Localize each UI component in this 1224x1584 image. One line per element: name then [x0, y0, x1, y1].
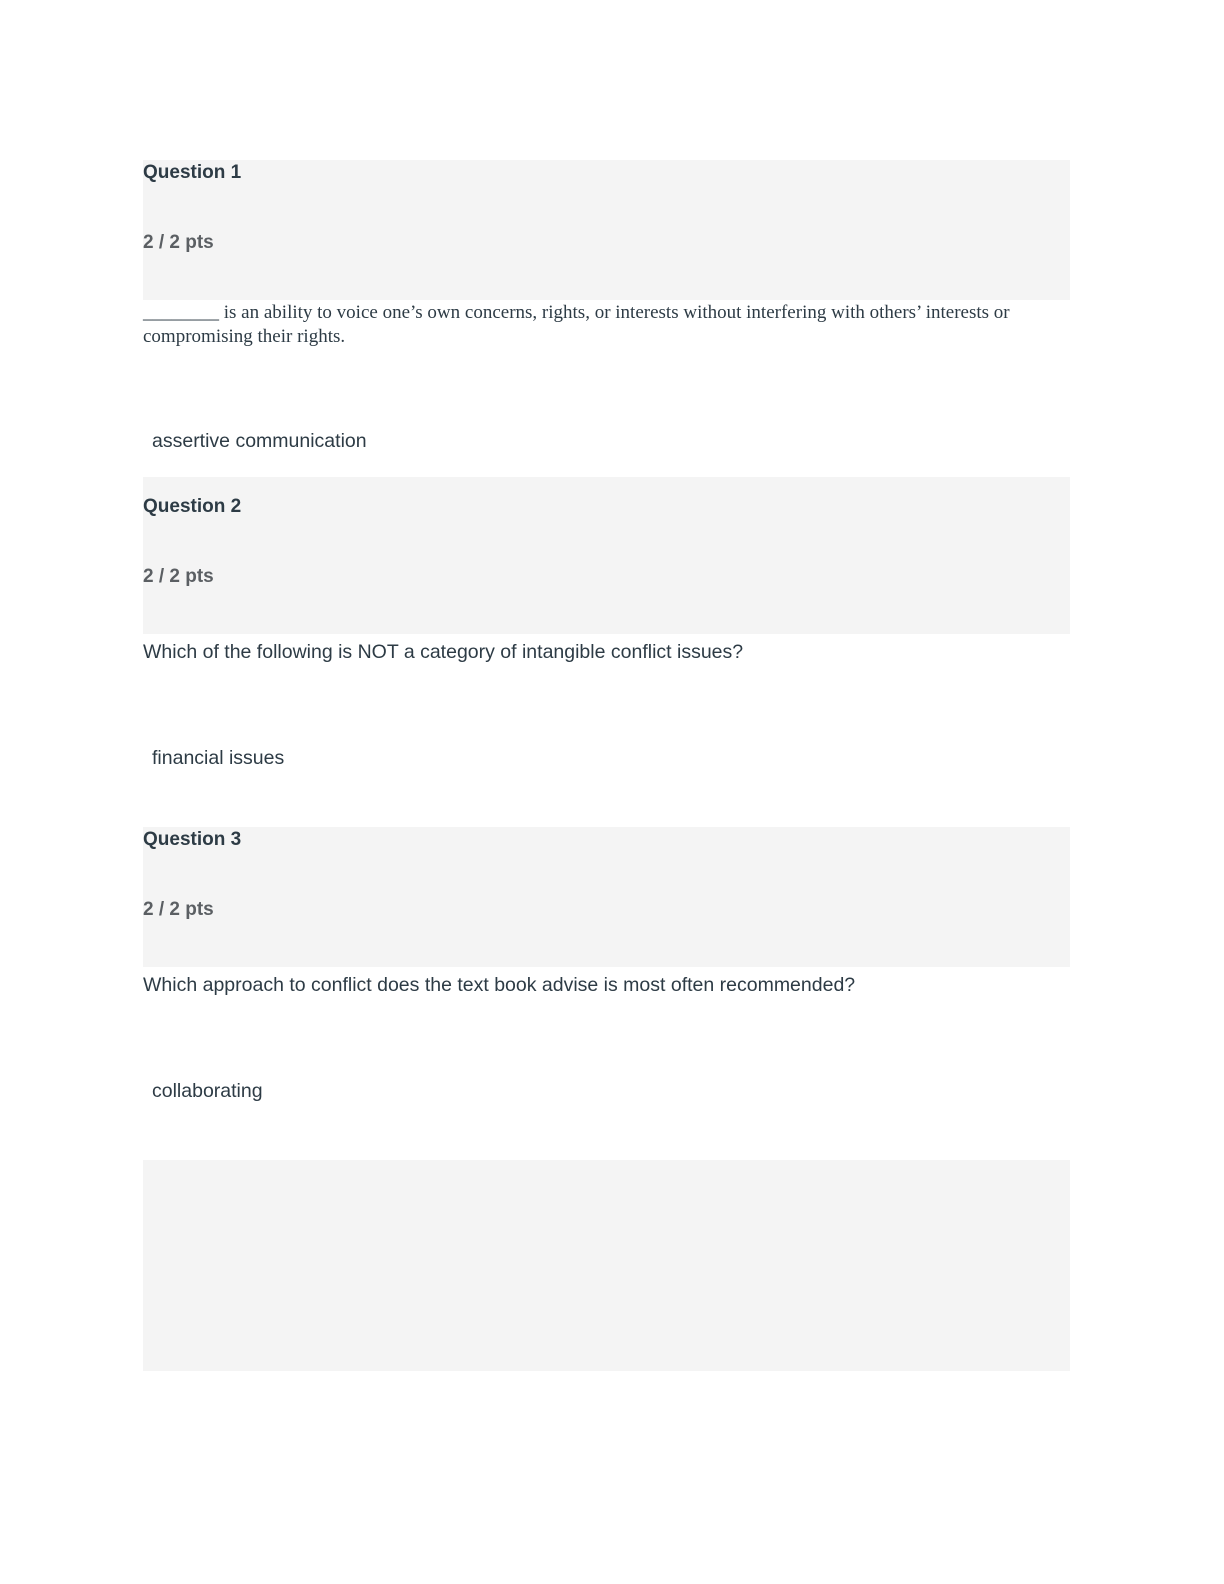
question-2-points: 2 / 2 pts: [143, 566, 214, 587]
question-2-title: Question 2: [143, 496, 242, 517]
next-question-header-block: [143, 1160, 1070, 1371]
question-1-header: [143, 160, 1070, 300]
question-1-answer: assertive communication: [152, 430, 367, 452]
question-3-header: [143, 827, 1070, 967]
question-2-text: Which of the following is NOT a category of intangible conflict issues?: [143, 641, 744, 663]
question-3-answer: collaborating: [152, 1080, 263, 1102]
question-3-points: 2 / 2 pts: [143, 899, 214, 920]
question-2-header: [143, 477, 1070, 634]
question-1-text: ________ is an ability to voice one’s own concerns, rights, or interests without interfering with others’ interests or compromising their rights.: [143, 302, 1010, 347]
question-1-title: Question 1: [143, 162, 242, 183]
question-3-title: Question 3: [143, 829, 242, 850]
question-2-answer: financial issues: [152, 747, 285, 769]
question-1-points: 2 / 2 pts: [143, 232, 214, 253]
question-3-text: Which approach to conflict does the text book advise is most often recommended?: [143, 974, 856, 996]
